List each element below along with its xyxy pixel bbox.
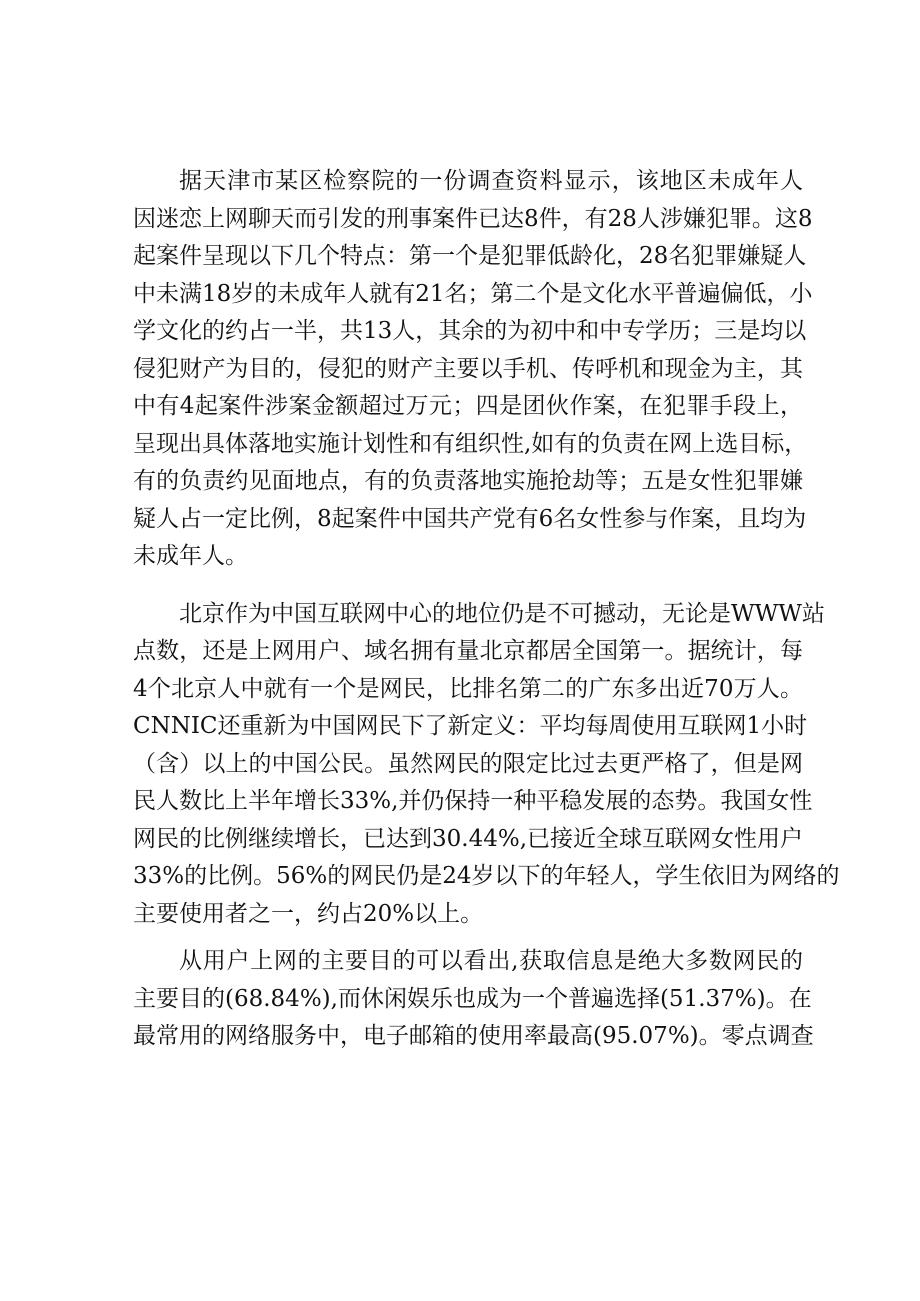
- text-line: 有的负责约见面地点，有的负责落地实施抢劫等；五是女性犯罪嫌: [133, 468, 803, 494]
- text-line: 学文化的约占一半，共13人，其余的为初中和中专学历；三是均以: [133, 318, 807, 344]
- text-line: 主要使用者之一，约占20%以上。: [133, 900, 484, 927]
- text-line: 33%的比例。56%的网民仍是24岁以下的年轻人，学生依旧为网络的: [133, 863, 840, 889]
- text-line: 网民的比例继续增长，已达到30.44%,已接近全球互联网女性用户: [133, 825, 804, 852]
- text-line: 4个北京人中就有一个是网民，比排名第二的广东多出近70万人。: [133, 675, 803, 702]
- paragraph-user-purpose: [133, 943, 814, 1056]
- text-line: 起案件呈现以下几个特点：第一个是犯罪低龄化，28名犯罪嫌疑人: [133, 243, 807, 269]
- text-line: 呈现出具体落地实施计划性和有组织性,如有的负责在网上选目标，: [133, 430, 808, 457]
- text-line: 主要目的(68.84%),而休闲娱乐也成为一个普遍选择(51.37%)。在: [133, 985, 812, 1012]
- text-line: 疑人占一定比例，8起案件中国共产党有6名女性参与作案，且均为: [133, 505, 807, 532]
- text-line: 未成年人。: [133, 543, 248, 569]
- paragraph-minor-crime: [133, 163, 813, 576]
- text-line: 据天津市某区检察院的一份调查资料显示，该地区未成年人: [179, 168, 803, 194]
- text-line: 民人数比上半年增长33%,并仍保持一种平稳发展的态势。我国女性: [133, 788, 813, 814]
- text-line: （含）以上的中国公民。虽然网民的限定比过去更严格了，但是网: [133, 750, 803, 777]
- text-line: 因迷恋上网聊天而引发的刑事案件已达8件，有28人涉嫌犯罪。这8: [133, 205, 813, 232]
- text-line: 北京作为中国互联网中心的地位仍是不可撼动，无论是WWW站: [179, 600, 825, 627]
- text-line: 点数，还是上网用户、域名拥有量北京都居全国第一。据统计，每: [133, 638, 803, 664]
- document-body: [133, 163, 840, 1056]
- text-line: 侵犯财产为目的，侵犯的财产主要以手机、传呼机和现金为主，其: [133, 355, 803, 382]
- text-line: 从用户上网的主要目的可以看出,获取信息是绝大多数网民的: [179, 948, 803, 974]
- text-line: 中未满18岁的未成年人就有21名；第二个是文化水平普遍偏低，小: [133, 280, 813, 307]
- text-line: 最常用的网络服务中，电子邮箱的使用率最高(95.07%)。零点调查: [133, 1023, 814, 1049]
- text-line: 中有4起案件涉案金额超过万元；四是团伙作案，在犯罪手段上，: [133, 393, 803, 419]
- paragraph-beijing-internet: [133, 596, 840, 934]
- text-line: CNNIC还重新为中国网民下了新定义：平均每周使用互联网1小时: [133, 713, 808, 739]
